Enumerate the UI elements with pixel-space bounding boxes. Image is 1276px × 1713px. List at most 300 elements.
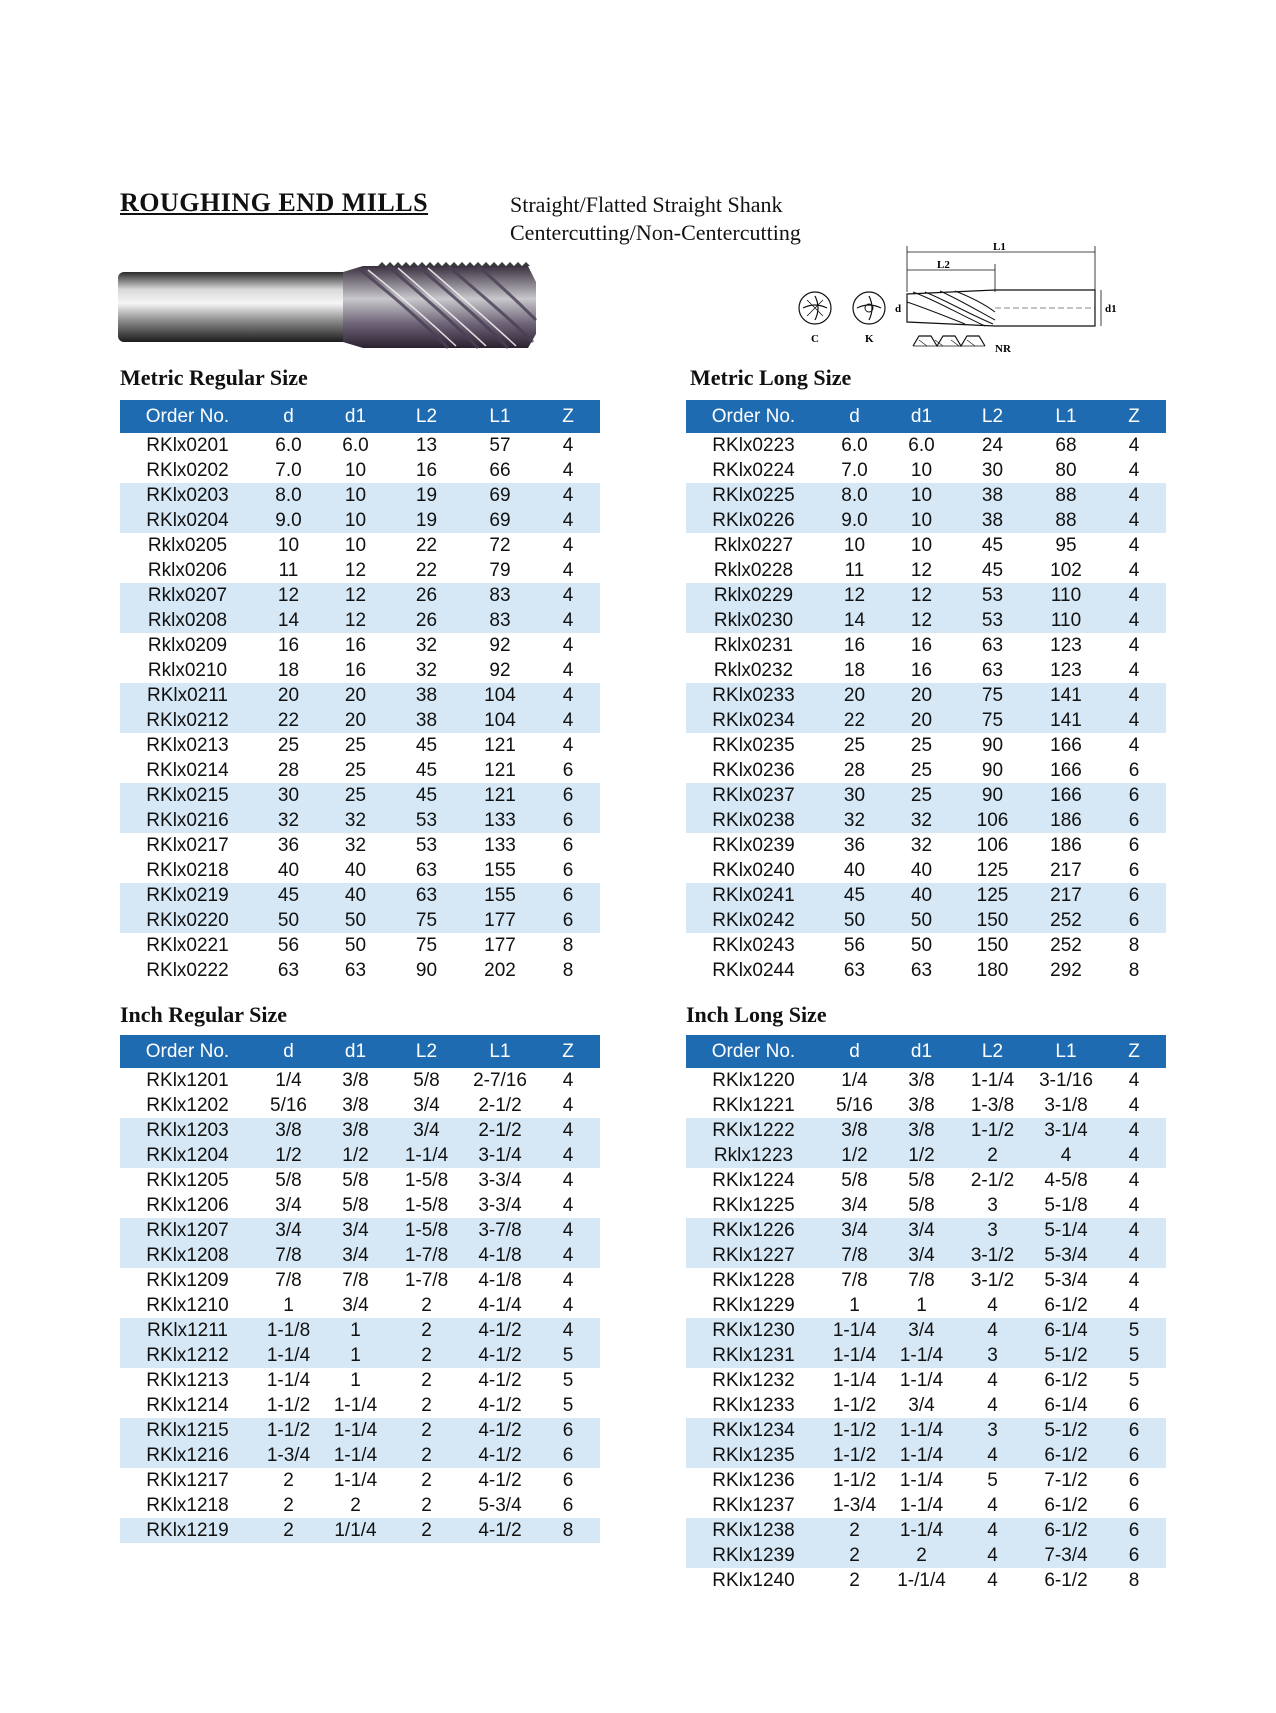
table-cell: 121 [484,735,516,756]
table-cell: 150 [976,935,1009,956]
table-row [686,458,1166,483]
table-cell: 106 [955,808,1030,833]
column-header: L1 [1030,400,1102,433]
table-cell: 32 [415,660,438,681]
table-cell: 69 [464,508,536,533]
table-cell: 4 [1128,660,1140,681]
diagram-label-d1: d1 [1105,303,1117,315]
table-cell: 4 [536,1243,600,1268]
table-cell: 50 [344,935,367,956]
table-cell: 30 [981,460,1004,481]
table-cell: 8 [1128,960,1140,981]
table-cell: 45 [389,783,464,808]
table-cell: 7/8 [841,1270,868,1291]
table-cell: 4-1/2 [478,1395,522,1416]
table-cell: 6 [1102,1518,1166,1543]
table-cell: 72 [489,535,511,556]
table-cell: 3-1/4 [464,1143,536,1168]
table-cell: 50 [322,908,389,933]
table-cell: 6 [1102,808,1166,833]
table-cell: 4 [536,1118,600,1143]
table-cell: 2 [350,1495,361,1516]
table-cell: 4 [536,1318,600,1343]
table-cell: 4 [1102,1118,1166,1143]
table-cell: 12 [888,583,955,608]
table-cell: 6 [1102,1418,1166,1443]
table-row [120,1368,600,1393]
table-cell: 88 [1030,483,1102,508]
table-cell: 6 [1102,883,1166,908]
table-cell: 1/4 [275,1070,302,1091]
table-cell: 106 [976,835,1009,856]
table-cell: 4 [562,1195,574,1216]
order-number-cell: RKlx0224 [712,460,795,481]
table-cell: 1-1/4 [821,1318,888,1343]
table-cell: 1-1/2 [821,1418,888,1443]
column-header: L1 [464,400,536,433]
table-cell: 1-1/4 [899,1495,944,1516]
section-title-inch-long: Inch Long Size [686,1002,827,1027]
table-cell: 3/4 [888,1218,955,1243]
order-number-cell: Rklx0227 [713,535,794,556]
table-cell: 2 [421,1495,432,1516]
table-cell: 4 [536,608,600,633]
table-cell: 4 [1128,735,1140,756]
section-title-metric-long: Metric Long Size [690,365,852,390]
table-row [120,1418,600,1443]
table-cell: 4 [536,508,600,533]
table-cell: 10 [843,535,866,556]
table-cell: 1-1/4 [333,1395,378,1416]
subtitle-line-2: Centercutting/Non-Centercutting [510,220,801,245]
table-cell: 4 [562,1170,574,1191]
table-cell: 4 [1102,1243,1166,1268]
table-cell: 133 [484,835,516,856]
table-cell: 40 [322,883,389,908]
table-cell: 1-1/4 [888,1418,955,1443]
order-number-cell: RKlx0202 [146,460,229,481]
table-cell: 6 [562,1495,574,1516]
table-cell: 5/16 [836,1095,873,1116]
order-number-cell: RKlx0239 [712,835,795,856]
table-cell: 2 [255,1518,322,1543]
table-cell: 32 [821,808,888,833]
table-cell: 252 [1050,935,1082,956]
table-cell: 3/4 [841,1195,868,1216]
table-cell: 18 [843,660,866,681]
order-number-cell: RKlx0216 [120,808,255,833]
table-cell: 1-1/4 [832,1370,877,1391]
table-cell: 3/4 [322,1243,389,1268]
table-cell: 8 [562,960,574,981]
table-cell: 5/8 [841,1170,868,1191]
table-cell: 90 [415,960,438,981]
table-cell: 22 [821,708,888,733]
diagram-label-c: C [811,333,819,345]
order-number-cell: RKlx1212 [120,1343,255,1368]
order-number-cell: RKlx0237 [686,783,821,808]
table-cell: 20 [888,708,955,733]
table-cell: 2-1/2 [478,1095,522,1116]
table-cell: 4 [987,1295,998,1316]
table-cell: 4 [562,635,574,656]
table-cell: 177 [484,935,516,956]
table-cell: 32 [888,808,955,833]
table-cell: 4 [1128,560,1140,581]
table-cell: 18 [277,660,300,681]
table-row [120,733,600,758]
table-cell: 10 [910,535,933,556]
table-cell: 6-1/4 [1030,1318,1102,1343]
table-cell: 3 [955,1218,1030,1243]
table-cell: 6-1/2 [1030,1518,1102,1543]
table-cell: 32 [322,808,389,833]
table-row [686,933,1166,958]
order-number-cell: RKlx1218 [146,1495,229,1516]
table-row [686,1168,1166,1193]
table-cell: 1-1/4 [970,1070,1015,1091]
order-number-cell: RKlx0203 [120,483,255,508]
table-cell: 5-3/4 [1030,1243,1102,1268]
table-row [686,1493,1166,1518]
table-cell: 8.0 [255,483,322,508]
table-cell: 38 [389,683,464,708]
table-row [686,1243,1166,1268]
table-cell: 7.0 [841,460,868,481]
table-cell: 38 [389,708,464,733]
order-number-cell: RKlx1234 [686,1418,821,1443]
order-number-cell: RKlx0235 [712,735,795,756]
order-number-cell: RKlx0236 [712,760,795,781]
order-number-cell: RKlx0221 [146,935,229,956]
table-cell: 5/8 [342,1170,369,1191]
table-cell: 8 [1128,1570,1140,1591]
table-cell: 2 [421,1295,432,1316]
table-cell: 2 [389,1443,464,1468]
order-number-cell: RKlx0244 [712,960,795,981]
table-cell: 3-1/2 [955,1243,1030,1268]
table-cell: 123 [1050,660,1082,681]
order-number-cell: RKlx1210 [146,1295,229,1316]
table-cell: 6.0 [908,435,935,456]
table-cell: 5 [536,1343,600,1368]
table-cell: 56 [843,935,866,956]
table-cell: 80 [1055,460,1077,481]
table-cell: 66 [489,460,511,481]
order-number-cell: RKlx1201 [146,1070,229,1091]
table-cell: 6 [562,835,574,856]
table-cell: 186 [1050,835,1082,856]
table-cell: 3/4 [888,1318,955,1343]
table-row [686,1543,1166,1568]
table-row [686,558,1166,583]
table-cell: 292 [1050,960,1082,981]
table-cell: 20 [888,683,955,708]
table-cell: 4 [987,1370,998,1391]
table-row [120,783,600,808]
table-cell: 63 [981,660,1004,681]
order-number-cell: RKlx0226 [686,508,821,533]
table-cell: 50 [255,908,322,933]
table-row [120,1468,600,1493]
table-cell: 6-1/2 [1044,1295,1088,1316]
table-cell: 6-1/2 [1044,1370,1088,1391]
order-number-cell: RKlx0217 [146,835,229,856]
table-cell: 6 [536,883,600,908]
order-number-cell: RKlx0201 [146,435,229,456]
table-cell: 4 [562,735,574,756]
table-row [686,1568,1166,1593]
table-cell: 45 [821,883,888,908]
table-cell: 5 [562,1395,574,1416]
table-cell: 16 [344,635,367,656]
table-cell: 12 [322,608,389,633]
table-row [686,1093,1166,1118]
table-cell: 53 [955,583,1030,608]
table-cell: 20 [255,683,322,708]
table-cell: 75 [389,908,464,933]
table-row [120,483,600,508]
order-number-cell: RKlx1224 [712,1170,795,1191]
table-cell: 4 [1128,535,1140,556]
table-cell: 217 [1030,883,1102,908]
table-cell: 6-1/4 [1044,1395,1088,1416]
table-cell: 2 [389,1418,464,1443]
table-cell: 1-1/2 [255,1418,322,1443]
table-row [686,708,1166,733]
table-row [686,1468,1166,1493]
order-number-cell: RKlx0241 [686,883,821,908]
table-cell: 9.0 [255,508,322,533]
table-cell: 4 [1102,483,1166,508]
table-cell: 104 [464,708,536,733]
table-cell: 133 [464,808,536,833]
table-row [120,808,600,833]
table-row [686,758,1166,783]
table-cell: 92 [489,660,511,681]
table-cell: 1-1/2 [955,1118,1030,1143]
table-row [120,1093,600,1118]
table-cell: 7-1/2 [1044,1470,1088,1491]
table-cell: 63 [910,960,933,981]
table-cell: 16 [415,460,438,481]
table-cell: 63 [389,883,464,908]
table-cell: 3-1/4 [1030,1118,1102,1143]
table-cell: 22 [255,708,322,733]
table-cell: 1-1/4 [899,1370,944,1391]
table-cell: 8.0 [821,483,888,508]
order-number-cell: RKlx1202 [146,1095,229,1116]
table-row [120,758,600,783]
table-cell: 4 [955,1543,1030,1568]
subtitle-line-1: Straight/Flatted Straight Shank [510,192,783,217]
table-cell: 4 [1128,1295,1140,1316]
table-cell: 4 [536,1143,600,1168]
table-cell: 1/2 [821,1143,888,1168]
table-cell: 63 [415,860,438,881]
table-row [120,533,600,558]
table-cell: 1-1/4 [389,1143,464,1168]
table-row [686,508,1166,533]
column-header: d1 [322,1035,389,1068]
table-cell: 1-1/4 [255,1343,322,1368]
table-cell: 40 [910,860,933,881]
table-row [686,1343,1166,1368]
table-cell: 252 [1030,908,1102,933]
table-cell: 4 [562,435,574,456]
table-cell: 4 [536,1218,600,1243]
order-number-cell: RKlx1217 [146,1470,229,1491]
table-cell: 1-5/8 [389,1218,464,1243]
order-number-cell: RKlx1231 [686,1343,821,1368]
table-cell: 4 [955,1443,1030,1468]
order-number-cell: RKlx1219 [120,1518,255,1543]
table-row [686,533,1166,558]
column-header: d [821,400,888,433]
table-cell: 6 [1102,1543,1166,1568]
metric-regular-table [120,400,600,983]
table-cell: 4 [987,1570,998,1591]
table-cell: 3-1/16 [1039,1070,1093,1091]
order-number-cell: RKlx0223 [712,435,795,456]
table-cell: 4 [987,1495,998,1516]
table-row [686,1268,1166,1293]
table-cell: 5-3/4 [478,1495,522,1516]
table-cell: 1/4 [841,1070,868,1091]
table-cell: 90 [955,783,1030,808]
table-row [120,1293,600,1318]
table-cell: 10 [888,508,955,533]
table-cell: 11 [844,560,865,581]
table-cell: 4 [562,1295,574,1316]
order-number-cell: RKlx1206 [146,1195,229,1216]
order-number-cell: RKlx1204 [120,1143,255,1168]
diagram-label-nr: NR [995,343,1011,355]
table-cell: 57 [489,435,511,456]
table-cell: 4 [1128,635,1140,656]
column-header: Order No. [686,1035,821,1068]
table-row [686,1193,1166,1218]
table-cell: 6 [562,760,574,781]
table-row [686,633,1166,658]
table-cell: 53 [955,608,1030,633]
table-cell: 2 [421,1370,432,1391]
table-cell: 4 [1102,683,1166,708]
table-cell: 150 [955,908,1030,933]
order-number-cell: RKlx1226 [686,1218,821,1243]
table-cell: 4 [955,1318,1030,1343]
table-row [686,608,1166,633]
table-cell: 38 [955,508,1030,533]
table-cell: 4 [1102,1143,1166,1168]
table-cell: 4 [562,535,574,556]
table-cell: 4-1/8 [464,1243,536,1268]
table-cell: 102 [1050,560,1082,581]
nr-profile-icon [913,336,985,346]
table-cell: 3 [955,1418,1030,1443]
table-cell: 3/4 [322,1218,389,1243]
table-cell: 6.0 [342,435,369,456]
table-row [686,1368,1166,1393]
table-cell: 10 [322,483,389,508]
table-cell: 45 [981,560,1004,581]
table-cell: 83 [464,583,536,608]
table-row [120,958,600,983]
table-cell: 26 [389,583,464,608]
table-cell: 75 [415,935,438,956]
table-cell: 4-5/8 [1044,1170,1088,1191]
table-cell: 63 [981,635,1004,656]
table-cell: 5-1/4 [1030,1218,1102,1243]
table-cell: 20 [821,683,888,708]
table-cell: 4-1/2 [464,1318,536,1343]
order-number-cell: RKlx1216 [120,1443,255,1468]
table-cell: 4 [955,1518,1030,1543]
table-cell: 4-1/4 [478,1295,522,1316]
table-cell: 177 [464,908,536,933]
table-cell: 1-3/4 [255,1443,322,1468]
table-cell: 6 [1128,760,1140,781]
table-cell: 5 [1102,1318,1166,1343]
table-row [686,1218,1166,1243]
table-cell: 3/8 [908,1095,935,1116]
table-cell: 5 [1128,1370,1140,1391]
order-number-cell: RKlx1240 [712,1570,795,1591]
table-row [120,658,600,683]
table-cell: 3-1/2 [970,1270,1015,1291]
table-cell: 5/8 [275,1170,302,1191]
table-cell: 12 [344,560,367,581]
table-cell: 4 [1128,1070,1140,1091]
table-cell: 63 [277,960,300,981]
table-cell: 45 [255,883,322,908]
order-number-cell: RKlx0234 [686,708,821,733]
table-cell: 4 [987,1395,998,1416]
order-number-cell: RKlx0218 [146,860,229,881]
table-cell: 4 [536,708,600,733]
table-cell: 56 [277,935,300,956]
table-cell: 7/8 [908,1270,935,1291]
table-cell: 4 [562,660,574,681]
table-cell: 6 [536,1418,600,1443]
order-number-cell: Rklx0231 [713,635,794,656]
table-cell: 3/4 [275,1195,302,1216]
table-row [120,858,600,883]
table-cell: 10 [910,460,933,481]
table-cell: 4-1/2 [464,1518,536,1543]
table-cell: 2 [821,1543,888,1568]
table-cell: 2 [389,1343,464,1368]
order-number-cell: RKlx0212 [120,708,255,733]
table-cell: 3/8 [342,1095,369,1116]
table-row [120,1443,600,1468]
table-cell: 50 [910,935,933,956]
table-cell: 2 [849,1570,860,1591]
end-mill-photo [118,262,538,352]
column-header: Z [536,1035,600,1068]
order-number-cell: RKlx1221 [712,1095,795,1116]
table-cell: 25 [322,783,389,808]
table-cell: 53 [415,835,438,856]
table-cell: 50 [821,908,888,933]
section-title-metric-regular: Metric Regular Size [120,365,308,390]
table-cell: 16 [910,635,933,656]
table-cell: 4 [562,560,574,581]
table-cell: 69 [464,483,536,508]
table-row [120,633,600,658]
table-row [686,733,1166,758]
table-cell: 166 [1050,760,1082,781]
